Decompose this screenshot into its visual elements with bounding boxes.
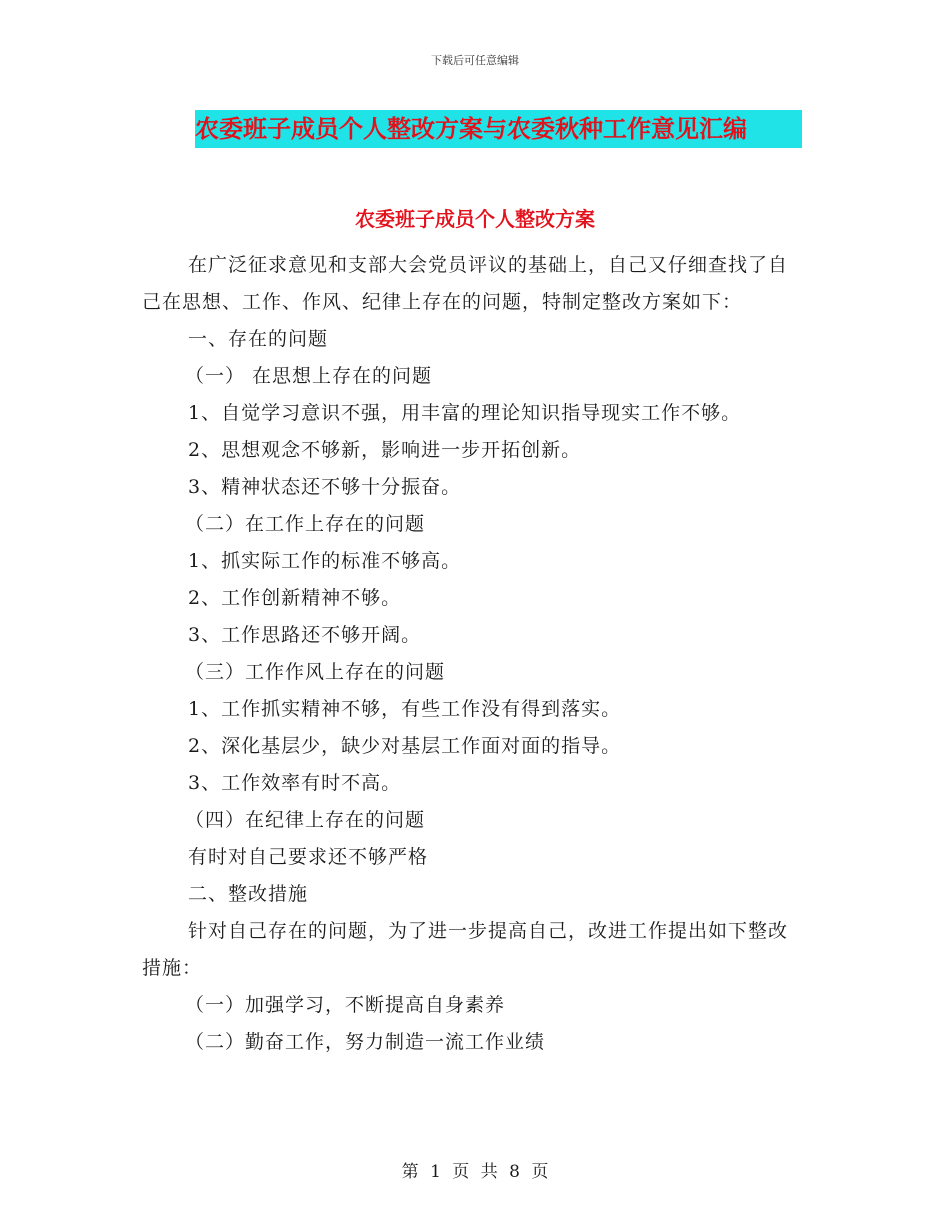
- page-footer: 第 1 页 共 8 页: [401, 1162, 549, 1182]
- list-item: 1、抓实际工作的标准不够高。: [188, 550, 462, 572]
- section-title: 农委班子成员个人整改方案: [355, 207, 595, 231]
- subheading-thought: （一） 在思想上存在的问题: [185, 365, 433, 387]
- list-item: 1、自觉学习意识不强，用丰富的理论知识指导现实工作不够。: [188, 402, 742, 424]
- document-body: [142, 247, 807, 1061]
- list-item: 2、工作创新精神不够。: [188, 587, 402, 609]
- list-item: 3、工作效率有时不高。: [188, 772, 402, 794]
- list-item: 有时对自己要求还不够严格: [188, 846, 429, 868]
- intro-paragraph: 在广泛征求意见和支部大会党员评议的基础上，自己又仔细查找了自己在思想、工作、作风、纪律上存在的问题，特制定整改方案如下：: [142, 254, 789, 313]
- heading-measures: 二、整改措施: [188, 883, 309, 905]
- list-item: 1、工作抓实精神不够，有些工作没有得到落实。: [188, 698, 622, 720]
- subheading-study: （一）加强学习，不断提高自身素养: [185, 994, 506, 1016]
- subheading-work: （二）在工作上存在的问题: [185, 513, 426, 535]
- heading-problems: 一、存在的问题: [188, 328, 329, 350]
- measures-paragraph: 针对自己存在的问题，为了进一步提高自己，改进工作提出如下整改措施：: [142, 920, 789, 979]
- subheading-discipline: （四）在纪律上存在的问题: [185, 809, 426, 831]
- document-title: 农委班子成员个人整改方案与农委秋种工作意见汇编: [195, 110, 802, 148]
- subheading-style: （三）工作作风上存在的问题: [185, 661, 446, 683]
- list-item: 3、精神状态还不够十分振奋。: [188, 476, 462, 498]
- list-item: 2、深化基层少，缺少对基层工作面对面的指导。: [188, 735, 622, 757]
- list-item: 3、工作思路还不够开阔。: [188, 624, 422, 646]
- subheading-diligence: （二）勤奋工作，努力制造一流工作业绩: [185, 1031, 546, 1053]
- header-note: 下载后可任意编辑: [431, 54, 519, 67]
- list-item: 2、思想观念不够新，影响进一步开拓创新。: [188, 439, 582, 461]
